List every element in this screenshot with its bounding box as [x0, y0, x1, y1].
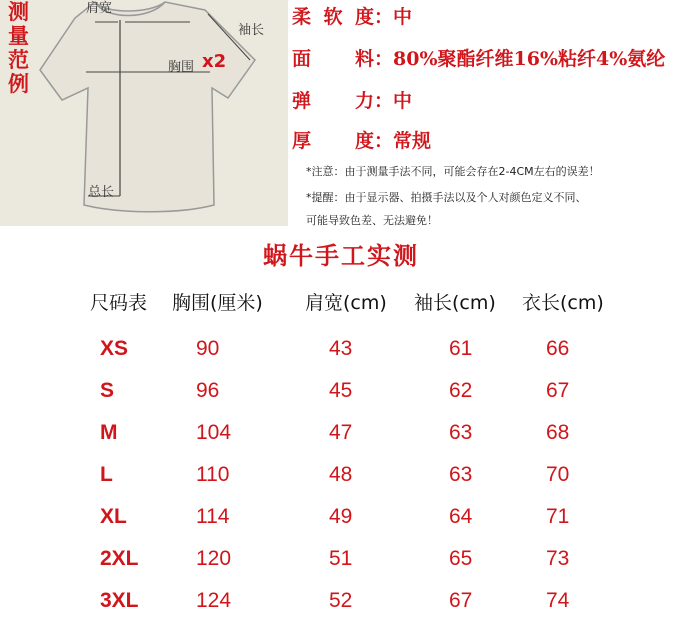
cell-size: M [100, 421, 118, 444]
cell-chest: 104 [196, 421, 232, 444]
cell-shoulder: 49 [329, 505, 353, 528]
table-row [0, 337, 682, 379]
cell-shoulder: 52 [329, 589, 353, 612]
cell-shoulder: 48 [329, 463, 353, 486]
cell-chest: 110 [196, 463, 230, 486]
cell-length: 68 [546, 421, 570, 444]
header-shoulder: 肩宽(cm) [305, 292, 387, 314]
property-value: 中 [393, 6, 413, 28]
cell-sleeve: 65 [449, 547, 473, 570]
cell-length: 67 [546, 379, 570, 402]
note-line: 可能导致色差、无法避免！ [306, 214, 438, 227]
note-line: *注意：由于测量手法不同，可能会存在2-4CM左右的误差！ [306, 165, 600, 178]
table-row [0, 589, 682, 631]
length-label: 总长 [88, 185, 115, 200]
cell-sleeve: 63 [449, 421, 473, 444]
cell-chest: 96 [196, 379, 220, 402]
cell-chest: 124 [196, 589, 232, 612]
cell-sleeve: 64 [449, 505, 473, 528]
cell-size: S [100, 379, 115, 402]
cell-shoulder: 47 [329, 421, 353, 444]
property-thickness: 厚度：常规 [292, 126, 431, 153]
sleeve-label: 袖长 [238, 23, 265, 38]
cell-chest: 114 [196, 505, 230, 528]
header-size: 尺码表 [90, 292, 148, 314]
cell-length: 66 [546, 337, 570, 360]
chest-multiplier: x2 [202, 51, 227, 72]
table-row [0, 463, 682, 505]
diagram-vertical-label: 测量范例 [8, 0, 29, 96]
cell-size: XS [100, 337, 129, 360]
table-row [0, 547, 682, 589]
property-label: 柔软度 [292, 6, 374, 28]
cell-length: 74 [546, 589, 570, 612]
property-label: 厚度 [292, 130, 374, 152]
cell-chest: 120 [196, 547, 232, 570]
property-label: 面料 [292, 48, 374, 70]
cell-chest: 90 [196, 337, 220, 360]
property-elasticity: 弹力：中 [292, 86, 412, 113]
cell-sleeve: 63 [449, 463, 473, 486]
header-sleeve: 袖长(cm) [414, 292, 496, 314]
chest-label: 胸围 [168, 60, 195, 75]
table-row [0, 379, 682, 421]
cell-size: XL [100, 505, 127, 528]
cell-shoulder: 51 [329, 547, 353, 570]
cell-shoulder: 43 [329, 337, 353, 360]
table-row [0, 421, 682, 463]
cell-length: 70 [546, 463, 570, 486]
cell-size: L [100, 463, 113, 486]
table-row [0, 505, 682, 547]
property-value: 中 [393, 90, 413, 112]
cell-size: 3XL [100, 589, 139, 612]
section-title: 蜗牛手工实测 [263, 241, 419, 270]
cell-sleeve: 62 [449, 379, 473, 402]
shoulder-label: 肩宽 [86, 1, 113, 16]
cell-shoulder: 45 [329, 379, 353, 402]
property-fabric: 面料：80%聚酯纤维16%粘纤4%氨纶 [292, 44, 665, 71]
cell-length: 71 [546, 505, 570, 528]
measurement-diagram [0, 0, 288, 226]
cell-size: 2XL [100, 547, 139, 570]
property-value: 常规 [393, 130, 432, 152]
property-label: 弹力 [292, 90, 374, 112]
note-line: *提醒：由于显示器、拍摄手法以及个人对颜色定义不同、 [306, 191, 587, 204]
property-softness: 柔软度：中 [292, 2, 412, 29]
header-chest: 胸围(厘米) [172, 292, 263, 314]
header-length: 衣长(cm) [522, 292, 604, 314]
cell-sleeve: 67 [449, 589, 473, 612]
cell-length: 73 [546, 547, 570, 570]
property-value: 80%聚酯纤维16%粘纤4%氨纶 [393, 48, 666, 70]
cell-sleeve: 61 [449, 337, 473, 360]
